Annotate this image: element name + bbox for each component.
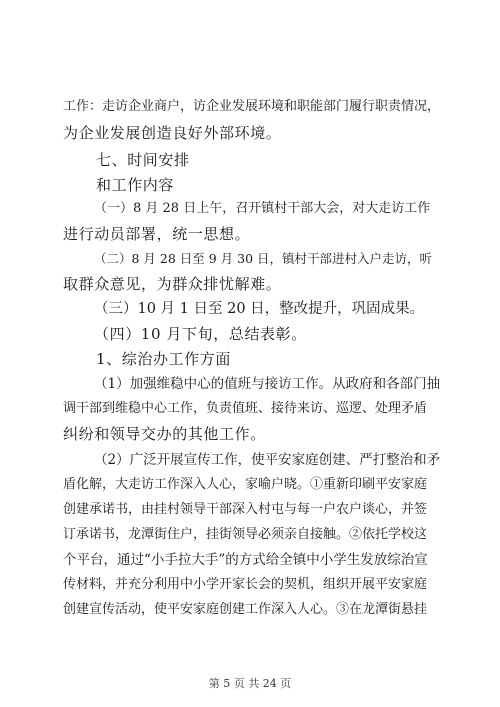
text-line: （三）10 月 1 日至 20 日，整改提升，巩固成果。	[94, 301, 425, 317]
text-line: 工作：走访企业商户，访企业发展环境和职能部门履行职责情况，	[63, 99, 441, 114]
text-line: 创建宣传活动，使平安家庭创建工作深入人心。③在龙潭街悬挂	[63, 602, 428, 617]
text-line: （一）8 月 28 日上午，召开镇村干部大会，对大走访工作	[94, 201, 431, 216]
text-line: （四）10 月下旬，总结表彰。	[94, 325, 307, 343]
section-heading: 七、时间安排	[96, 151, 190, 169]
page-footer: 第 5 页 共 24 页	[208, 677, 292, 690]
text-line: （1）加强维稳中心的值班与接访工作。从政府和各部门抽	[94, 376, 441, 392]
text-line: 创建承诺书，由挂村领导干部深入村屯与每一户农户谈心，并签	[63, 502, 428, 517]
text-line: 为企业发展创造良好外部环境。	[63, 124, 282, 142]
text-line: 取群众意见，为群众排忧解难。	[63, 275, 282, 293]
text-line: （二）8 月 28 日至 9 月 30 日，镇村干部进村入户走访，听	[94, 251, 433, 266]
text-line: 订承诺书，龙潭街住户，挂街领导必须亲自接触。②依托学校这	[63, 527, 428, 542]
text-line: 进行动员部署，统一思想。	[63, 225, 251, 243]
section-heading: 1、综治办工作方面	[96, 350, 231, 368]
text-line: （2）广泛开展宣传工作，使平安家庭创建、严打整治和矛	[94, 452, 441, 468]
text-line: 调干部到维稳中心工作，负责值班、接待来访、巡逻、处理矛盾	[63, 401, 428, 416]
text-line: 盾化解，大走访工作深入人心，家喻户晓。①重新印刷平安家庭	[63, 477, 428, 492]
text-line: 传材料，并充分利用中小学开家长会的契机，组织开展平安家庭	[63, 577, 428, 592]
text-line: 个平台，通过“小手拉大手”的方式给全镇中小学生发放综治宣	[63, 552, 428, 568]
section-heading: 和工作内容	[96, 176, 175, 194]
text-line: 纠纷和领导交办的其他工作。	[63, 425, 266, 443]
